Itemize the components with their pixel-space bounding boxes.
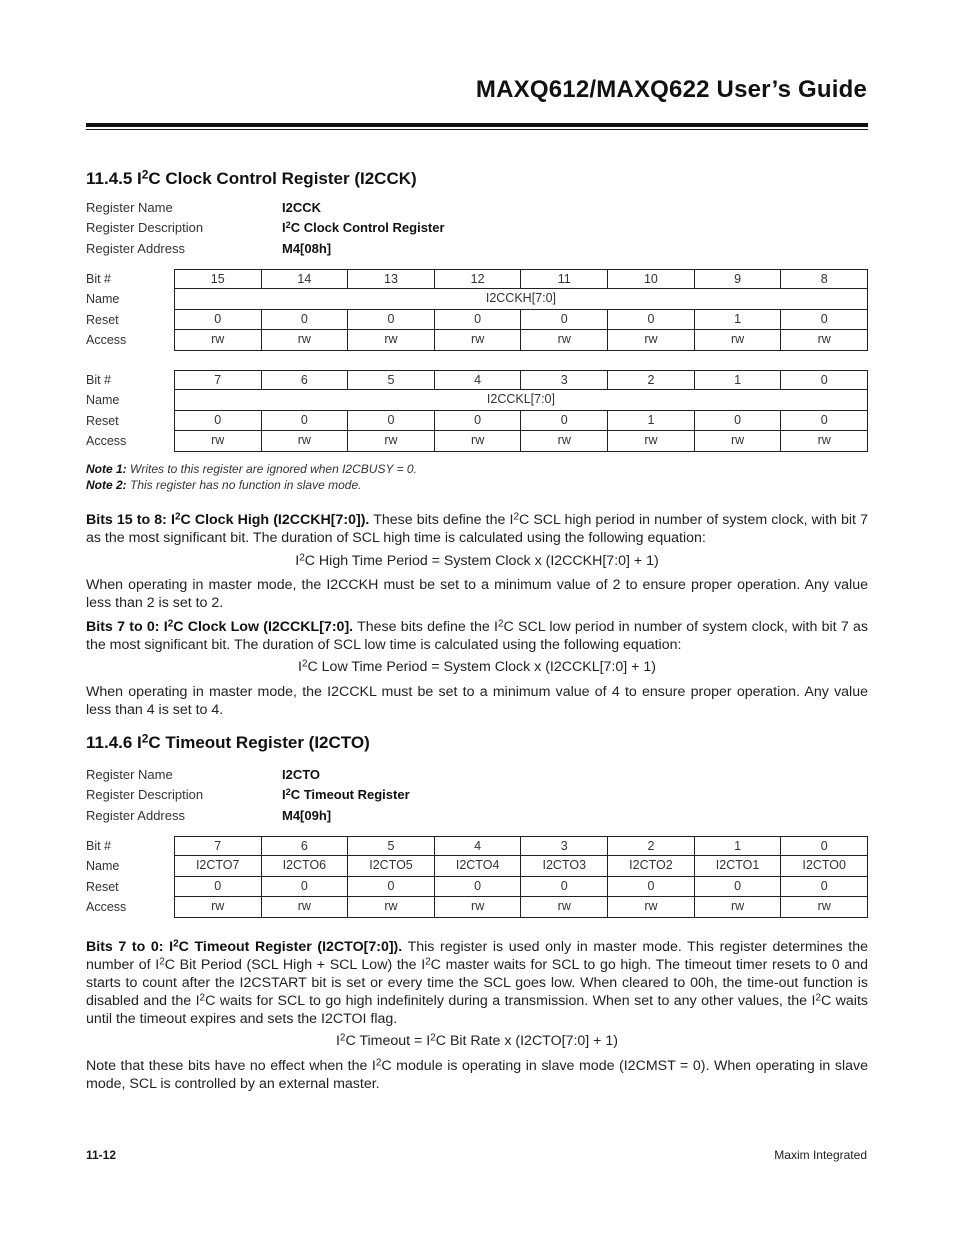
table-cell: 2	[608, 370, 695, 390]
table-cell: 5	[348, 836, 435, 856]
table-cell: 0	[348, 310, 435, 330]
header-rule-thin	[86, 129, 868, 130]
table-cell: rw	[435, 897, 522, 917]
register-notes: Note 1: Writes to this register are ignored when I2CBUSY = 0. Note 2: This register has no function in slave mode.	[86, 462, 417, 492]
table-cell: rw	[695, 897, 782, 917]
table-cell: rw	[521, 897, 608, 917]
table-cell: 10	[608, 269, 695, 289]
table-cell: 0	[435, 310, 522, 330]
table-cell: I2CTO2	[608, 856, 695, 876]
table-cell: 0	[175, 411, 262, 431]
table-cell: 3	[521, 836, 608, 856]
table-cell: rw	[262, 330, 349, 350]
table-cell: 15	[175, 269, 262, 289]
table-cell: 5	[348, 370, 435, 390]
table-cell: 0	[781, 836, 868, 856]
table-cell: I2CTO5	[348, 856, 435, 876]
table-cell: rw	[608, 897, 695, 917]
register-table-i2cto: Bit # 7 6 5 4 3 2 1 0 Name I2CTO7 I2CTO6 I2CTO5 I2CTO4 I2CTO3 I2CTO2 I2CTO1 I2CTO0 Reset 0 0 0 0 0 0 0 0 Access rw rw rw rw rw rw rw rw	[86, 836, 868, 918]
table-cell: 0	[262, 310, 349, 330]
table-cell: 0	[521, 411, 608, 431]
table-cell: rw	[262, 431, 349, 451]
table-cell: rw	[781, 330, 868, 350]
company-name: Maxim Integrated	[774, 1148, 867, 1162]
table-cell: 0	[695, 411, 782, 431]
table-cell: 11	[521, 269, 608, 289]
paragraph-i2cckl-minimum: When operating in master mode, the I2CCKL must be set to a minimum value of 4 to ensure proper operation. Any value less than 4 is set to 4.	[86, 684, 868, 718]
paragraph-i2cto-bits: Bits 7 to 0: $I^2C$ Timeout Register (I2CTO[7:0]). This register is used only in master mode. This register determines the number of $I^2C$ Bit Period (SCL High + SCL Low) the $I^2C$ master waits for SCL to go high. The timeout timer resets to 0 and starts to count after the I2CSTART bit is set or every time the SCL goes low. When cleared to 00h, the time-out function is disabled and the $I^2C$ waits for SCL to go high indefinitely during a transmission. When set to any other values, the $I^2C$ waits until the timeout expires and sets the I2CTOI flag.	[86, 938, 868, 1027]
table-cell: I2CTO0	[781, 856, 868, 876]
equation-timeout: $I^2C$ Timeout = $I^2C$ Bit Rate x (I2CTO[7:0] + 1)	[335, 1032, 619, 1049]
paragraph-bits-15-8: Bits 15 to 8: $I^2C$ Clock High (I2CCKH[7:0]). These bits define the $I^2C$ SCL high period in number of system clock, with bit 7 as the most significant bit. The duration of SCL high time is calculated using the following equation:	[86, 511, 868, 546]
table-cell: rw	[348, 330, 435, 350]
table-cell: 0	[781, 310, 868, 330]
register-info-i2cck: Register Name I2CCK Register Description $I^2C$ Clock Control Register Register Address M4[08h]	[86, 199, 445, 256]
table-cell: rw	[781, 897, 868, 917]
table-cell: 4	[435, 836, 522, 856]
page-number: 11-12	[86, 1148, 117, 1162]
table-cell: 0	[608, 877, 695, 897]
table-cell: 0	[175, 877, 262, 897]
table-cell: 0	[348, 877, 435, 897]
table-cell: 0	[521, 310, 608, 330]
table-cell: 6	[262, 836, 349, 856]
table-cell: 0	[781, 411, 868, 431]
table-cell: rw	[521, 431, 608, 451]
table-cell: I2CTO4	[435, 856, 522, 876]
table-cell: 0	[608, 310, 695, 330]
table-cell: 0	[781, 877, 868, 897]
table-cell: 0	[781, 370, 868, 390]
table-cell: 14	[262, 269, 349, 289]
table-cell: 1	[695, 836, 782, 856]
register-table-i2cck-low: Bit # 7 6 5 4 3 2 1 0 Name I2CCKL[7:0] Reset 0 0 0 0 0 1 0 0 Access rw rw rw rw rw rw rw rw	[86, 370, 868, 452]
paragraph-i2cckh-minimum: When operating in master mode, the I2CCKH must be set to a minimum value of 2 to ensure proper operation. Any value less than 2 is set to 2.	[86, 577, 868, 611]
table-cell: 0	[348, 411, 435, 431]
table-cell: rw	[521, 330, 608, 350]
equation-high-time: $I^2C$ High Time Period = System Clock x (I2CCKH[7:0] + 1)	[295, 552, 659, 569]
table-cell: rw	[608, 431, 695, 451]
table-cell: 6	[262, 370, 349, 390]
table-cell: 0	[435, 877, 522, 897]
table-cell: 0	[262, 877, 349, 897]
table-cell: rw	[695, 330, 782, 350]
table-cell: 0	[695, 877, 782, 897]
section-heading-i2cto: 11.4.6 $I^2C$ Timeout Register (I2CTO)	[86, 731, 370, 752]
table-cell: 1	[695, 370, 782, 390]
table-cell: rw	[348, 897, 435, 917]
table-cell: I2CTO6	[262, 856, 349, 876]
table-cell: I2CTO1	[695, 856, 782, 876]
table-cell: rw	[695, 431, 782, 451]
table-cell: 0	[175, 310, 262, 330]
table-cell: 2	[608, 836, 695, 856]
register-table-i2cck-high: Bit # 15 14 13 12 11 10 9 8 Name I2CCKH[7:0] Reset 0 0 0 0 0 0 1 0 Access rw rw rw rw rw rw rw rw	[86, 269, 868, 351]
field-name-i2cckl: I2CCKL[7:0]	[175, 390, 868, 410]
table-cell: 0	[521, 877, 608, 897]
table-cell: 7	[175, 836, 262, 856]
table-cell: 7	[175, 370, 262, 390]
table-cell: rw	[608, 330, 695, 350]
table-cell: rw	[348, 431, 435, 451]
table-cell: 0	[262, 411, 349, 431]
table-cell: rw	[435, 330, 522, 350]
table-cell: 9	[695, 269, 782, 289]
table-cell: 1	[608, 411, 695, 431]
table-cell: rw	[435, 431, 522, 451]
paragraph-slave-mode-note: Note that these bits have no effect when the $I^2C$ module is operating in slave mode (I2CMST = 0). When operating in slave mode, SCL is controlled by an external master.	[86, 1057, 868, 1092]
table-cell: 3	[521, 370, 608, 390]
document-title: MAXQ612/MAXQ622 User’s Guide	[475, 76, 867, 103]
table-cell: rw	[175, 330, 262, 350]
header-rule-thick	[86, 123, 868, 127]
table-cell: rw	[262, 897, 349, 917]
table-cell: 8	[781, 269, 868, 289]
paragraph-bits-7-0-low: Bits 7 to 0: $I^2C$ Clock Low (I2CCKL[7:0]. These bits define the $I^2C$ SCL low period in number of system clock, with bit 7 as the most significant bit. The duration of SCL low time is calculated using the following equation:	[86, 618, 868, 653]
field-name-i2cckh: I2CCKH[7:0]	[175, 289, 868, 309]
table-cell: 13	[348, 269, 435, 289]
table-cell: I2CTO7	[175, 856, 262, 876]
section-heading-i2cck: 11.4.5 $I^2C$ Clock Control Register (I2CCK)	[86, 167, 417, 188]
table-cell: I2CTO3	[521, 856, 608, 876]
equation-low-time: $I^2C$ Low Time Period = System Clock x (I2CCKL[7:0] + 1)	[298, 658, 656, 675]
table-cell: 1	[695, 310, 782, 330]
table-cell: 0	[435, 411, 522, 431]
table-cell: rw	[781, 431, 868, 451]
table-cell: rw	[175, 897, 262, 917]
table-cell: rw	[175, 431, 262, 451]
register-info-i2cto: Register Name I2CTO Register Description $I^2C$ Timeout Register Register Address M4[09h]	[86, 766, 410, 823]
table-cell: 4	[435, 370, 522, 390]
table-cell: 12	[435, 269, 522, 289]
